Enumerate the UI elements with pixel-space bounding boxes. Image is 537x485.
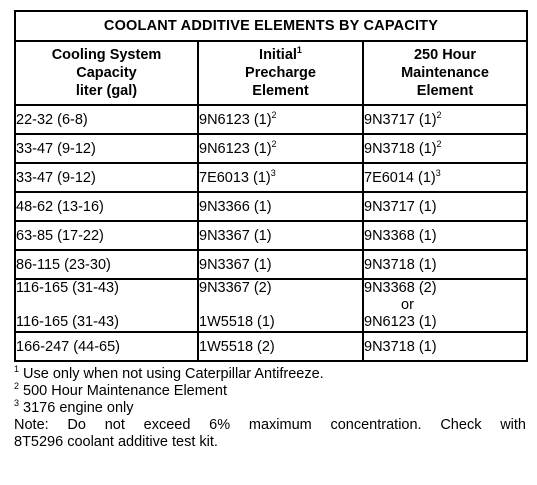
maintenance-cell: 9N3718 $(1)^2$ <box>363 134 527 163</box>
table-header-row <box>15 41 527 105</box>
maintenance-cell: 9N3368 (1) <box>363 221 527 250</box>
capacity-cell: 166-247 (44-65) <box>15 332 198 361</box>
capacity-cell: 86-115 (23-30) <box>15 250 198 279</box>
header-precharge-line1: Initial$^1$ <box>259 45 302 63</box>
maintenance-cell: 9N3718 (1) <box>363 332 527 361</box>
note-line-2: 8T5296 coolant additive test kit. <box>14 434 218 450</box>
header-maintenance-line1: 250 Hour <box>413 47 477 63</box>
precharge-cell: 9N6123 $(1)^2$ <box>198 105 363 134</box>
precharge-cell: 9N3366 (1) <box>198 192 363 221</box>
header-capacity-line3: liter (gal) <box>75 83 138 99</box>
capacity-cell-multi: 116-165 (31-43) 116-165 (31-43) <box>15 279 198 332</box>
footnote-3: $^3$ 3176 engine only <box>14 398 134 416</box>
table-row <box>15 250 527 279</box>
precharge-cell: 1W5518 (2) <box>198 332 363 361</box>
precharge-cell: 7E6013 $(1)^3$ <box>198 163 363 192</box>
footnote-2: $^2$ 500 Hour Maintenance Element <box>14 381 227 399</box>
header-precharge <box>198 41 363 105</box>
table-row <box>15 332 527 361</box>
table-row-multi <box>15 279 527 332</box>
header-capacity-line1: Cooling System <box>51 47 162 63</box>
capacity-cell: 63-85 (17-22) <box>15 221 198 250</box>
precharge-cell: 9N3367 (1) <box>198 250 363 279</box>
footnotes <box>14 366 526 451</box>
capacity-cell: 33-47 (9-12) <box>15 163 198 192</box>
maintenance-cell: 7E6014 $(1)^3$ <box>363 163 527 192</box>
table-title: COOLANT ADDITIVE ELEMENTS BY CAPACITY <box>15 11 527 41</box>
header-capacity-line2: Capacity <box>76 65 137 81</box>
maintenance-cell: 9N3717 $(1)^2$ <box>363 105 527 134</box>
header-precharge-line2: Precharge <box>245 65 316 81</box>
precharge-cell: 9N6123 $(1)^2$ <box>198 134 363 163</box>
capacity-cell: 48-62 (13-16) <box>15 192 198 221</box>
document <box>14 10 526 451</box>
footnote-ref: 1 <box>296 45 302 55</box>
table-row <box>15 105 527 134</box>
table-row <box>15 192 527 221</box>
maintenance-cell: 9N3718 (1) <box>363 250 527 279</box>
precharge-cell: 9N3367 (1) <box>198 221 363 250</box>
table-row <box>15 134 527 163</box>
note-line-1: Note: Do not exceed 6% maximum concentration. Check with <box>14 417 526 433</box>
table-title-row <box>15 11 527 41</box>
maintenance-cell: 9N3717 (1) <box>363 192 527 221</box>
header-capacity <box>15 41 198 105</box>
header-maintenance-line2: Maintenance <box>401 65 489 81</box>
capacity-cell: 33-47 (9-12) <box>15 134 198 163</box>
precharge-cell-multi: 9N3367 (2) 1W5518 (1) <box>198 279 363 332</box>
capacity-cell: 22-32 (6-8) <box>15 105 198 134</box>
header-precharge-line3: Element <box>252 83 309 99</box>
header-maintenance-line3: Element <box>416 83 474 99</box>
coolant-additive-table <box>14 10 528 362</box>
maintenance-cell-multi: 9N3368 (2) or 9N6123 (1) <box>363 279 527 332</box>
table-row <box>15 163 527 192</box>
table-row <box>15 221 527 250</box>
footnote-1: $^1$ Use only when not using Caterpillar Antifreeze. <box>14 364 324 382</box>
header-maintenance <box>363 41 527 105</box>
